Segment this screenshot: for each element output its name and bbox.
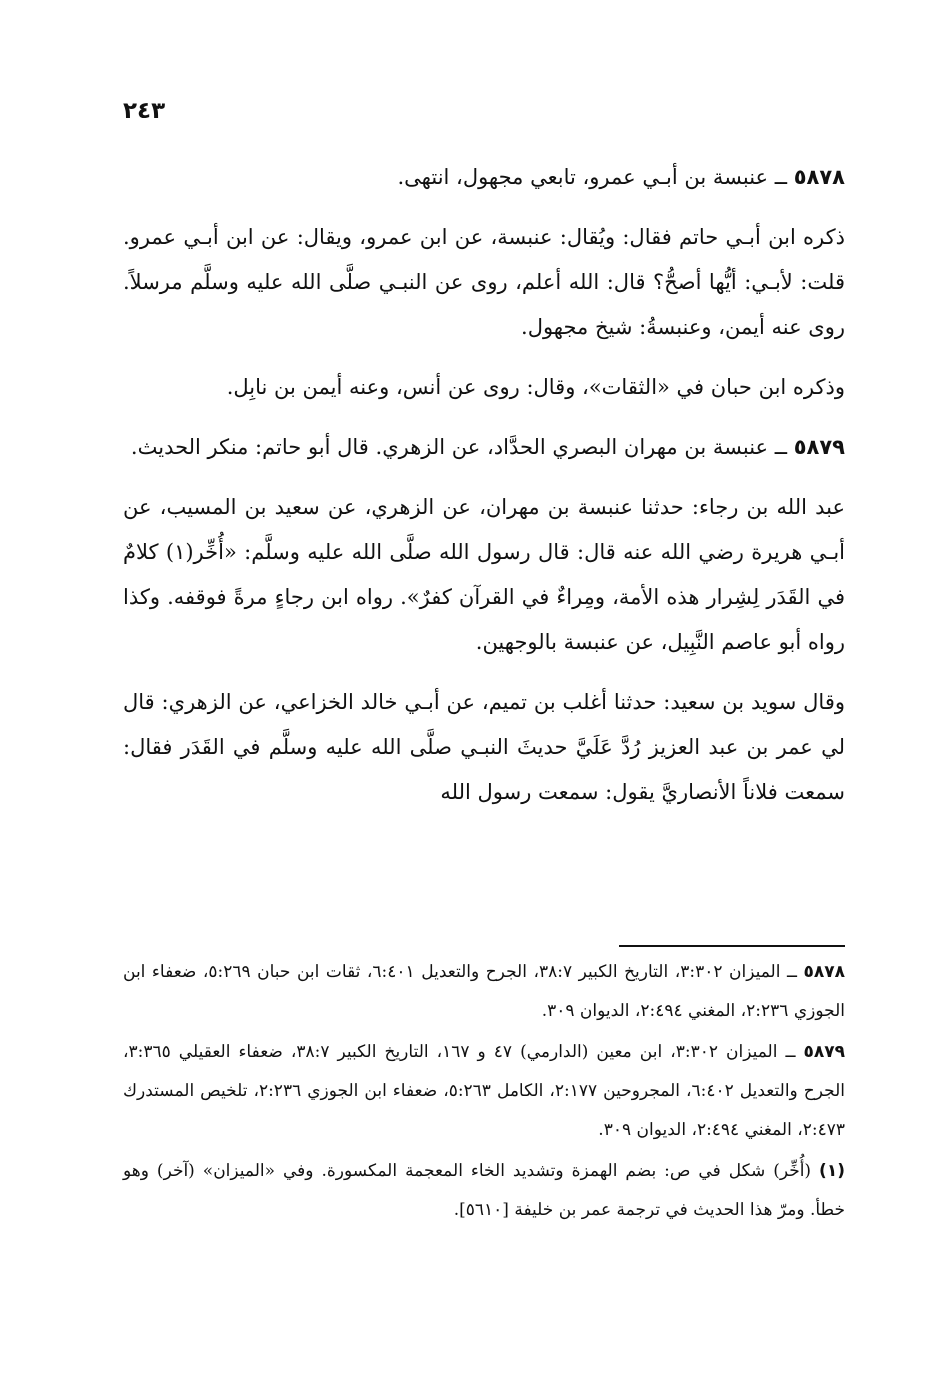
entry-paragraph	[123, 155, 845, 200]
footnote-label: ٥٨٧٩	[803, 1042, 845, 1062]
paragraph	[123, 680, 845, 815]
footnote-text: (أُخِّر) شكل في ص: بضم الهمزة وتشديد الخاء المعجمة المكسورة. وفي «الميزان» (آخر) وهو خطأ. ومرّ هذا الحديث في ترجمة عمر بن خليفة [٥٦١٠].	[123, 1161, 845, 1220]
footnotes-section	[123, 945, 845, 1232]
page-number: ٢٤٣	[123, 98, 166, 124]
paragraph-text: ذكره ابن أبـي حاتم فقال: ويُقال: عنبسة، عن ابن عمرو، ويقال: عن ابن أبـي عمرو. قلت: لأبـي: أيُّها أصحُّ؟ قال: الله أعلم، روى عن النبـي صلَّى الله عليه وسلَّم مرسلاً. روى عنه أيمن، وعنبسةُ: شيخ مجهول.	[123, 225, 845, 339]
paragraph-text: وقال سويد بن سعيد: حدثنا أغلب بن تميم، عن أبـي خالد الخزاعي، عن الزهري: قال لي عمر بن عبد العزيز رُدَّ عَلَيَّ حديثَ النبـي صلَّى الله عليه وسلَّم في القَدَر فقال: سمعت فلاناً الأنصاريَّ يقول: سمعت رسول الله	[123, 690, 845, 804]
footnote-label: ٥٨٧٨	[803, 962, 845, 982]
paragraph-text: ــ عنبسة بن مهران البصري الحدَّاد، عن الزهري. قال أبو حاتم: منكر الحديث.	[130, 435, 794, 459]
footnote	[123, 953, 845, 1031]
paragraph-text: ــ عنبسة بن أبـي عمرو، تابعي مجهول، انتهى.	[397, 165, 794, 189]
entry-paragraph	[123, 425, 845, 470]
footnote	[123, 1152, 845, 1230]
paragraph	[123, 365, 845, 410]
main-text	[123, 155, 845, 830]
footnote-text: ــ الميزان ٣:٣٠٢، التاريخ الكبير ٣٨:٧، الجرح والتعديل ٦:٤٠١، ثقات ابن حبان ٥:٢٦٩، ضعفاء ابن الجوزي ٢:٢٣٦، المغني ٢:٤٩٤، الديوان ٣٠٩.	[123, 962, 845, 1021]
footnote-text: ــ الميزان ٣:٣٠٢، ابن معين (الدارمي) ٤٧ و ١٦٧، التاريخ الكبير ٣٨:٧، ضعفاء العقيلي ٣:٣٦٥، الجرح والتعديل ٦:٤٠٢، المجروحين ٢:١٧٧، الكامل ٥:٢٦٣، ضعفاء ابن الجوزي ٢:٢٣٦، تلخيص المستدرك ٢:٤٧٣، المغني ٢:٤٩٤، الديوان ٣٠٩.	[123, 1042, 845, 1140]
entry-number: ٥٨٧٩	[793, 435, 845, 459]
paragraph	[123, 215, 845, 350]
footnote	[123, 1033, 845, 1150]
footnote-divider	[619, 945, 845, 947]
paragraph-text: وذكره ابن حبان في «الثقات»، وقال: روى عن أنس، وعنه أيمن بن نابِل.	[226, 375, 845, 399]
footnote-label: (١)	[819, 1161, 845, 1181]
paragraph-text: عبد الله بن رجاء: حدثنا عنبسة بن مهران، عن الزهري، عن سعيد بن المسيب، عن أبـي هريرة رضي الله عنه قال: قال رسول الله صلَّى الله عليه وسلَّم: «أُخِّر(١) كلامٌ في القَدَر لِشِرار هذه الأمة، ومِراءٌ في القرآن كفرٌ». رواه ابن رجاءٍ مرةً فوقفه. وكذا رواه أبو عاصم النَّبِيل، عن عنبسة بالوجهين.	[123, 495, 846, 654]
entry-number: ٥٨٧٨	[793, 165, 845, 189]
paragraph	[123, 485, 845, 665]
